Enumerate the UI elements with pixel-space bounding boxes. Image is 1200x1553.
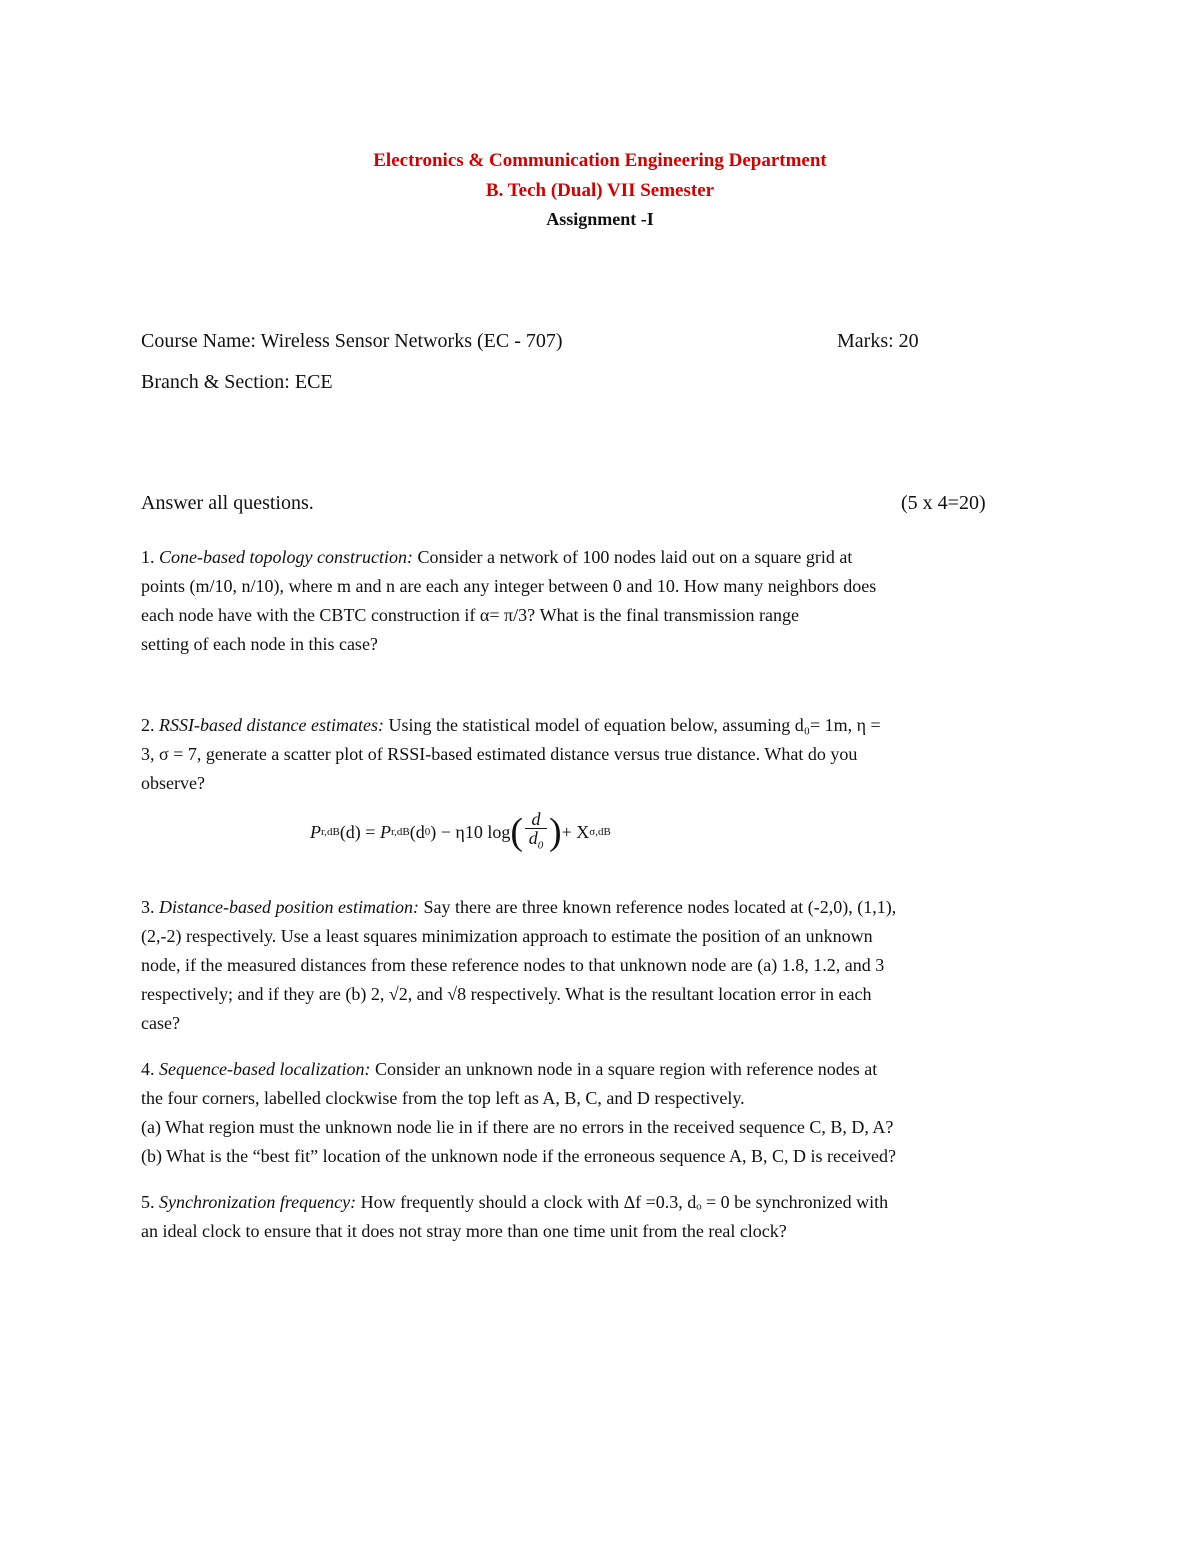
course-code: (EC - 707) bbox=[477, 330, 563, 352]
question-4 bbox=[141, 1055, 1061, 1171]
fraction-denominator-sub: 0 bbox=[537, 839, 544, 852]
question-number: 2. bbox=[141, 715, 155, 735]
question-number: 1. bbox=[141, 547, 155, 567]
question-line: points (m/10, n/10), where m and n are each any integer between 0 and 10. How many neighbors does bbox=[141, 576, 877, 596]
question-line: (a) What region must the unknown node lie in if there are no errors in the received sequence C, B, D, A? bbox=[141, 1117, 894, 1137]
question-line: Consider an unknown node in a square region with reference nodes at bbox=[370, 1059, 878, 1079]
formula-tail-sub: σ,dB bbox=[589, 826, 611, 839]
question-number: 5. bbox=[141, 1192, 155, 1212]
question-line: the four corners, labelled clockwise from the top left as A, B, C, and D respectively. bbox=[141, 1088, 745, 1108]
marks-distribution: (5 x 4=20) bbox=[901, 492, 986, 514]
question-number: 3. bbox=[141, 897, 155, 917]
formula-rhs-arg: (d bbox=[409, 821, 425, 842]
question-line: (2,-2) respectively. Use a least squares minimization approach to estimate the position of an unknown bbox=[141, 926, 873, 946]
question-line: node, if the measured distances from these reference nodes to that unknown node are (a) 1.8, 1.2, and 3 bbox=[141, 955, 885, 975]
question-line: respectively; and if they are (b) 2, √2, and √8 respectively. What is the resultant location error in each bbox=[141, 984, 872, 1004]
question-5 bbox=[141, 1188, 1061, 1246]
semester-heading: B. Tech (Dual) VII Semester bbox=[485, 180, 715, 201]
question-line: observe? bbox=[141, 773, 205, 793]
question-title: Distance-based position estimation: bbox=[159, 897, 419, 917]
path-loss-equation bbox=[310, 810, 611, 855]
question-title: Cone-based topology construction: bbox=[159, 547, 413, 567]
fraction-denominator: d bbox=[528, 828, 538, 848]
total-marks: Marks: 20 bbox=[837, 330, 919, 352]
branch-section: Branch & Section: ECE bbox=[141, 371, 333, 393]
course-label: Course Name: Wireless Sensor Networks bbox=[141, 330, 477, 352]
question-line: Using the statistical model of equation below, assuming d₀= 1m, η = bbox=[383, 715, 881, 735]
fraction bbox=[525, 810, 547, 855]
formula-rhs-close: ) − η10 log bbox=[430, 821, 511, 842]
question-line: Consider a network of 100 nodes laid out on a square grid at bbox=[412, 547, 853, 567]
question-1 bbox=[141, 543, 1061, 659]
question-line: case? bbox=[141, 1013, 180, 1033]
question-2 bbox=[141, 711, 1061, 798]
formula-rhs-sub: r,dB bbox=[390, 826, 410, 839]
question-line: How frequently should a clock with Δf =0.3, dₒ = 0 be synchronized with bbox=[356, 1192, 889, 1212]
question-title: RSSI-based distance estimates: bbox=[159, 715, 384, 735]
question-line: each node have with the CBTC construction if α= π/3? What is the final transmission range bbox=[141, 605, 800, 625]
formula-tail: + X bbox=[561, 821, 590, 842]
question-line: setting of each node in this case? bbox=[141, 634, 378, 654]
fraction-numerator: d bbox=[531, 809, 541, 829]
formula-lhs-arg: (d) = bbox=[339, 821, 376, 842]
question-line: 3, σ = 7, generate a scatter plot of RSSI-based estimated distance versus true distance. What do you bbox=[141, 744, 858, 764]
course-name bbox=[141, 330, 563, 353]
question-title: Sequence-based localization: bbox=[159, 1059, 371, 1079]
formula-rhs-arg-sub: 0 bbox=[424, 826, 431, 839]
question-title: Synchronization frequency: bbox=[159, 1192, 357, 1212]
right-paren: ) bbox=[548, 811, 562, 854]
question-line: an ideal clock to ensure that it does not stray more than one time unit from the real clock? bbox=[141, 1221, 787, 1241]
question-line: Say there are three known reference nodes located at (-2,0), (1,1), bbox=[418, 897, 897, 917]
formula-lhs: P bbox=[310, 821, 321, 842]
question-3 bbox=[141, 893, 1061, 1038]
assignment-title: Assignment -I bbox=[546, 209, 654, 229]
formula-rhs: P bbox=[379, 821, 391, 842]
department-heading: Electronics & Communication Engineering Department bbox=[373, 150, 827, 171]
formula-lhs-sub: r,dB bbox=[321, 826, 340, 839]
question-number: 4. bbox=[141, 1059, 155, 1079]
left-paren: ( bbox=[510, 811, 523, 854]
question-line: (b) What is the “best fit” location of the unknown node if the erroneous sequence A, B, C, D is received? bbox=[141, 1146, 896, 1166]
instructions: Answer all questions. bbox=[141, 492, 314, 514]
